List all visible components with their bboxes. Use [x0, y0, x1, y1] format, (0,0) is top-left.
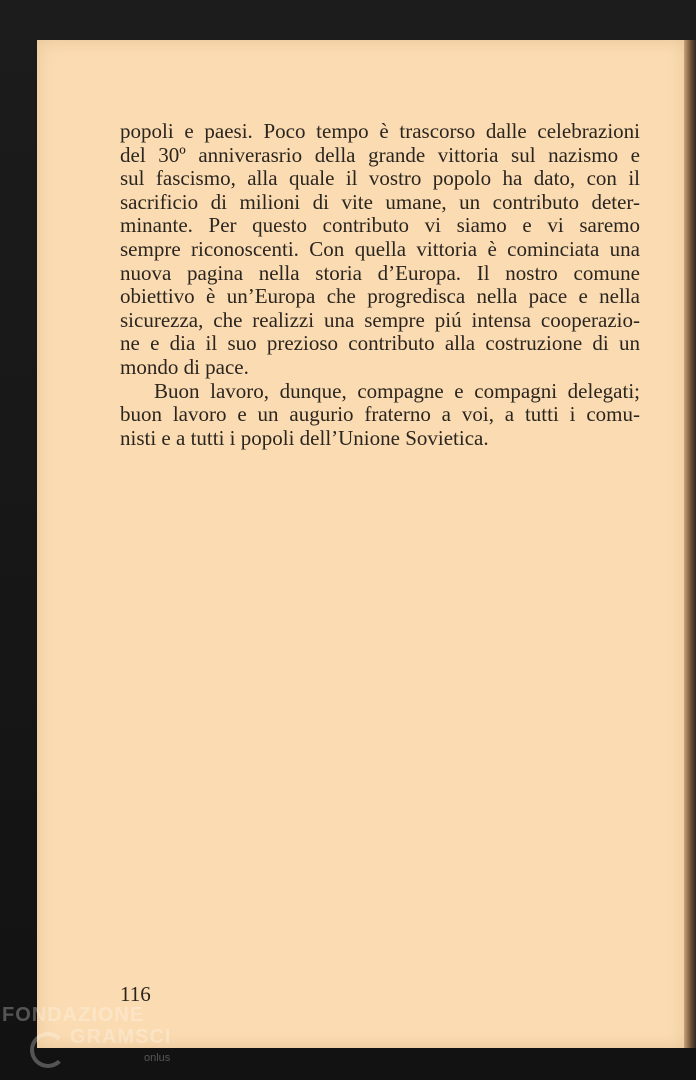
swirl-icon	[30, 1032, 66, 1068]
text-line: mondo di pace.	[120, 354, 249, 379]
body-text	[120, 120, 640, 450]
text-line: buon lavoro e un augurio fraterno a voi, a tutti i comu-	[120, 402, 640, 427]
text-line: nuova pagina nella storia d’Europa. Il nostro comune	[120, 260, 640, 285]
watermark-suffix: onlus	[144, 1052, 171, 1064]
text-line: sempre riconoscenti. Con quella vittoria è cominciata una	[120, 236, 640, 261]
page-edge	[684, 40, 696, 1048]
text-line: popoli e paesi. Poco tempo è trascorso dalle celebrazioni	[120, 119, 640, 143]
text-line: Buon lavoro, dunque, compagne e compagni delegati;	[154, 378, 640, 403]
text-line: sacrificio di milioni di vite umane, un contributo deter-	[120, 189, 640, 214]
text-line: sul fascismo, alla quale il vostro popolo ha dato, con il	[120, 166, 640, 191]
watermark-line1: FONDAZIONE	[2, 1004, 145, 1026]
paragraph-2	[120, 380, 640, 451]
watermark-line2: GRAMSCI	[70, 1026, 172, 1048]
watermark-logo	[2, 1000, 202, 1080]
text-line: del 30º anniverasrio della grande vittoria sul nazismo e	[120, 142, 640, 167]
paragraph-1	[120, 120, 640, 380]
text-line: ne e dia il suo prezioso contributo alla costruzione di un	[120, 331, 640, 356]
text-line: sicurezza, che realizzi una sempre piú intensa cooperazio-	[120, 307, 640, 332]
page-number: 116	[120, 982, 151, 1006]
text-line: obiettivo è un’Europa che progredisca nella pace e nella	[120, 284, 640, 309]
text-line: nisti e a tutti i popoli dell’Unione Sovietica.	[120, 425, 489, 450]
text-line: minante. Per questo contributo vi siamo e vi saremo	[120, 213, 640, 238]
